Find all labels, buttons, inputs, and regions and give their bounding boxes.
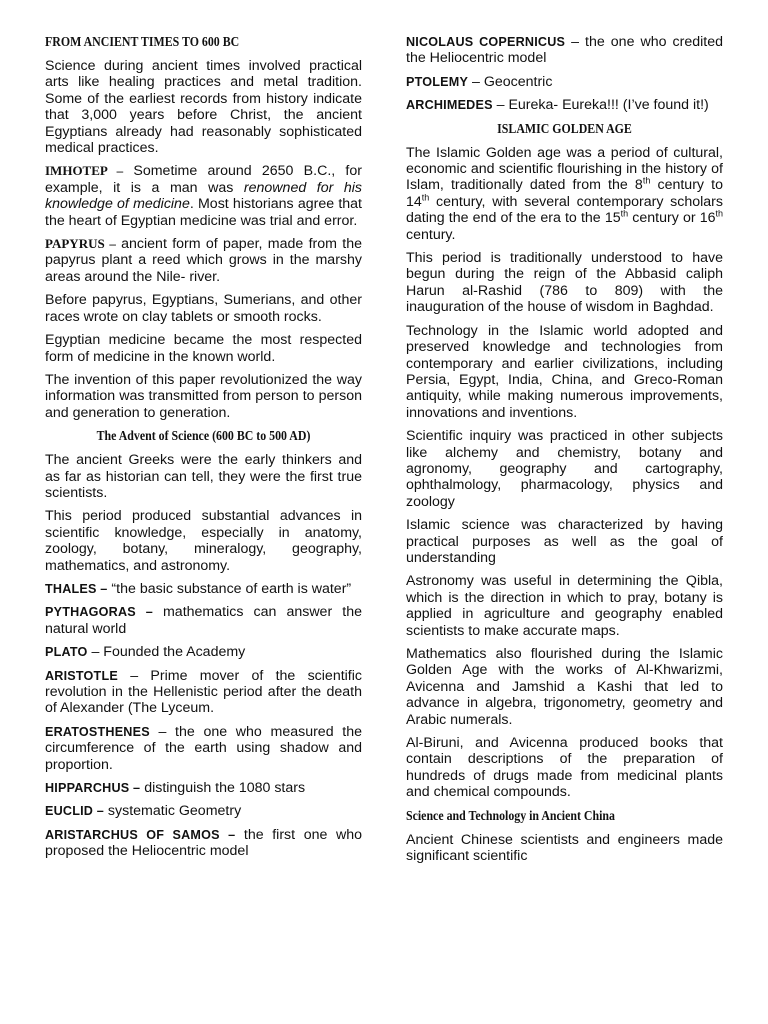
thales-text: “the basic substance of earth is water” xyxy=(107,580,352,597)
paragraph-characterized: Islamic science was characterized by having practical purposes as well as the goal of understanding xyxy=(406,517,723,566)
term-plato: PLATO xyxy=(45,645,88,660)
term-aristotle: ARISTOTLE xyxy=(45,668,118,683)
archimedes-text: – Eureka- Eureka!!! (I’ve found it!) xyxy=(492,97,709,114)
paragraph-ancient-science: Science during ancient times involved practical arts like healing practices and metal tradition. Some of the earliest records from history indicate that 3,000 years before Christ, the ancient Egyptians already had reasonably sophisticated medical practices. xyxy=(45,58,362,157)
ig-sup-4: th xyxy=(715,208,723,219)
entry-archimedes xyxy=(406,97,723,113)
aristotle-text: – Prime mover of the scientific revolution in the Hellenistic period after the death of Alexander (The Lyceum. xyxy=(45,667,362,717)
hipparchus-text: distinguish the 1080 stars xyxy=(140,780,306,797)
term-eratosthenes: ERATOSTHENES xyxy=(45,724,150,739)
ig-text-b: century to 14 xyxy=(406,177,723,210)
ig-sup-1: th xyxy=(642,175,651,186)
heading-ancient-china: Science and Technology in Ancient China xyxy=(406,807,615,823)
ig-sup-3: th xyxy=(620,208,629,219)
paragraph-ancient-greeks: The ancient Greeks were the early thinkers and as far as historian can tell, they were the first true scientists. xyxy=(45,452,362,501)
ig-sup-2: th xyxy=(421,192,430,203)
paragraph-scientific-inquiry: Scientific inquiry was practiced in other subjects like alchemy and chemistry, botany and agronomy, geography and cartography, ophthalmology, pharmacology, physics and zoology xyxy=(406,428,723,510)
ig-text-e: century. xyxy=(406,226,456,243)
paragraph-invention: The invention of this paper revolutionized the way information was transmitted from person to person and generation to generation. xyxy=(45,371,362,421)
entry-euclid xyxy=(45,803,362,819)
ig-text-d: century or 16 xyxy=(628,210,716,227)
paragraph-al-biruni: Al-Biruni, and Avicenna produced books that contain descriptions of the preparation of hundreds of drugs made from medicinal plants and chemical compounds. xyxy=(406,735,723,801)
heading-advent-of-science: The Advent of Science (600 BC to 500 AD) xyxy=(96,428,311,444)
right-column xyxy=(406,34,723,871)
entry-hipparchus xyxy=(45,780,362,796)
plato-text: – Founded the Academy xyxy=(87,644,246,661)
term-papyrus: PAPYRUS – xyxy=(45,236,116,252)
paragraph-egyptian-medicine: Egyptian medicine became the most respected form of medicine in the known world. xyxy=(45,332,362,365)
term-euclid: EUCLID – xyxy=(45,804,104,819)
pythagoras-text: mathematics can answer the natural world xyxy=(45,604,362,637)
heading-islamic-golden-age: ISLAMIC GOLDEN AGE xyxy=(497,120,632,136)
paragraph-astronomy: Astronomy was useful in determining the Qibla, which is the direction in which to pray, botany is applied in agriculture and geography enabled scientists to make accurate maps. xyxy=(406,573,723,639)
papyrus-text: ancient form of paper, made from the papyrus plant a reed which grows in the marshy areas around the Nile- river. xyxy=(45,236,362,285)
ig-text-c: century, with several contemporary scholars dating the end of the era to the 15 xyxy=(406,193,723,227)
entry-copernicus xyxy=(406,34,723,67)
paragraph-islamic-golden-age xyxy=(406,145,723,243)
heading-ancient-times: FROM ANCIENT TIMES TO 600 BC xyxy=(45,34,240,49)
paragraph-technology: Technology in the Islamic world adopted and preserved knowledge and technologies from contemporary and earlier civilizations, including Persia, Egypt, India, China, and Greco-Roman antiquity, while making numerous improvements, innovations and inventions. xyxy=(406,322,723,421)
entry-thales xyxy=(45,581,362,597)
euclid-text: systematic Geometry xyxy=(103,803,242,820)
entry-eratosthenes xyxy=(45,724,362,773)
entry-imhotep xyxy=(45,163,362,229)
paragraph-ancient-china: Ancient Chinese scientists and engineers made significant scientific xyxy=(406,831,723,865)
eratosthenes-text: – the one who measured the circumference of the earth using shadow and proportion. xyxy=(45,723,362,773)
entry-aristotle xyxy=(45,668,362,717)
term-ptolemy: PTOLEMY xyxy=(406,74,469,89)
term-copernicus: NICOLAUS COPERNICUS xyxy=(406,35,566,49)
left-column xyxy=(45,34,362,867)
term-imhotep: IMHOTEP – xyxy=(45,163,124,179)
paragraph-abbasid: This period is traditionally understood to have begun during the reign of the Abbasid caliph Harun al-Rashid (786 to 809) with the inauguration of the house of wisdom in Baghdad. xyxy=(406,250,723,316)
term-archimedes: ARCHIMEDES xyxy=(406,98,493,113)
paragraph-mathematics: Mathematics also flourished during the Islamic Golden Age with the works of Al-Khwarizmi, Avicenna and Jamshid a Kashi that led to advance in algebra, trigonometry, geometry and Arabic numerals. xyxy=(406,646,723,728)
entry-ptolemy xyxy=(406,74,723,90)
ig-text-a: The Islamic Golden age was a period of cultural, economic and scientific flourishing in the history of Islam, traditionally dated from the 8 xyxy=(406,144,723,194)
aristarchus-text: the first one who proposed the Heliocentric model xyxy=(45,826,362,860)
term-pythagoras: PYTHAGORAS – xyxy=(45,605,153,620)
copernicus-text: – the one who credited the Heliocentric model xyxy=(406,34,723,67)
term-hipparchus: HIPPARCHUS – xyxy=(45,781,141,796)
entry-aristarchus xyxy=(45,827,362,860)
entry-pythagoras xyxy=(45,604,362,637)
entry-papyrus xyxy=(45,236,362,285)
ptolemy-text: – Geocentric xyxy=(468,73,553,90)
paragraph-period-advances: This period produced substantial advances in scientific knowledge, especially in anatomy, zoology, botany, mineralogy, geography, mathematics, and astronomy. xyxy=(45,508,362,574)
imhotep-text-a: Sometime around 2650 B.C., for example, it is a man was xyxy=(45,163,362,196)
imhotep-emphasis: renowned for his knowledge of medicine xyxy=(45,179,363,213)
term-aristarchus: ARISTARCHUS OF SAMOS – xyxy=(45,827,236,842)
imhotep-text-b: . Most historians agree that the heart of Egyptian medicine was trial and error. xyxy=(45,196,362,229)
paragraph-before-papyrus: Before papyrus, Egyptians, Sumerians, and other races wrote on clay tablets or smooth rocks. xyxy=(45,292,362,325)
entry-plato xyxy=(45,644,362,660)
term-thales: THALES – xyxy=(45,581,108,596)
